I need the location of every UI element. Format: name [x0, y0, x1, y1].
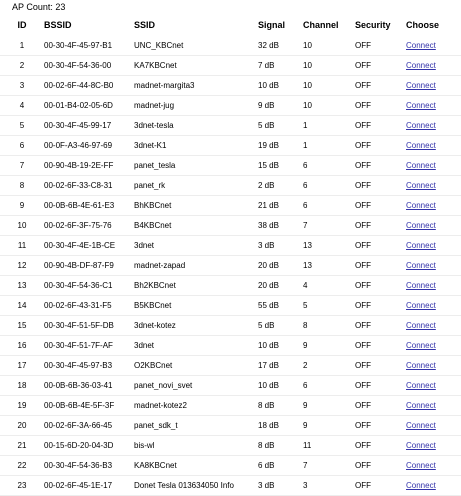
row-choose [406, 316, 461, 336]
row-id: 17 [17, 361, 27, 370]
row-id: 5 [19, 121, 25, 130]
connect-link[interactable]: Connect [406, 281, 436, 290]
row-ssid: madnet-zapad [134, 261, 186, 270]
row-bssid: 00-15-6D-20-04-3D [44, 441, 114, 450]
row-ssid: 3dnet-tesla [134, 121, 174, 130]
row-choose [406, 276, 461, 296]
row-id: 18 [17, 381, 27, 390]
row-bssid: 00-02-6F-3F-75-76 [44, 221, 112, 230]
row-id: 14 [17, 301, 27, 310]
connect-link[interactable]: Connect [406, 141, 436, 150]
row-choose [406, 76, 461, 96]
connect-link[interactable]: Connect [406, 221, 436, 230]
row-ssid: madnet-jug [134, 101, 175, 110]
row-signal: 19 dB [258, 141, 279, 150]
row-bssid: 00-0B-6B-4E-5F-3F [44, 401, 115, 410]
row-bssid: 00-0B-6B-4E-61-E3 [44, 201, 115, 210]
row-channel: 5 [303, 301, 308, 310]
row-channel: 6 [303, 181, 308, 190]
row-bssid: 00-30-4F-51-7F-AF [44, 341, 113, 350]
connect-link[interactable]: Connect [406, 321, 436, 330]
row-id: 9 [19, 201, 25, 210]
row-signal: 6 dB [258, 461, 275, 470]
row-channel: 3 [303, 481, 308, 490]
row-choose [406, 116, 461, 136]
access-point-rows [0, 36, 461, 496]
row-signal: 55 dB [258, 301, 279, 310]
column-header-choose: Choose [406, 20, 440, 30]
row-id: 11 [17, 241, 27, 250]
row-security: OFF [355, 161, 371, 170]
connect-link[interactable]: Connect [406, 261, 436, 270]
column-header-bssid: BSSID [44, 20, 72, 30]
row-bssid: 00-90-4B-DF-87-F9 [44, 261, 114, 270]
row-security: OFF [355, 101, 371, 110]
row-choose [406, 176, 461, 196]
row-security: OFF [355, 201, 371, 210]
row-ssid: BhKBCnet [134, 201, 172, 210]
row-id: 8 [19, 181, 25, 190]
row-channel: 6 [303, 381, 308, 390]
connect-link[interactable]: Connect [406, 341, 436, 350]
row-choose [406, 196, 461, 216]
row-choose [406, 336, 461, 356]
row-id: 4 [19, 101, 25, 110]
connect-link[interactable]: Connect [406, 61, 436, 70]
row-id: 13 [17, 281, 27, 290]
row-channel: 4 [303, 281, 308, 290]
row-channel: 10 [303, 61, 312, 70]
row-choose [406, 436, 461, 456]
table-header-row [0, 14, 461, 36]
row-id: 1 [19, 41, 25, 50]
row-security: OFF [355, 61, 371, 70]
row-ssid: panet_tesla [134, 161, 176, 170]
row-security: OFF [355, 481, 371, 490]
row-signal: 10 dB [258, 81, 279, 90]
row-ssid: 3dnet-K1 [134, 141, 167, 150]
row-bssid: 00-30-4F-4E-1B-CE [44, 241, 116, 250]
row-bssid: 00-0B-6B-36-03-41 [44, 381, 113, 390]
row-channel: 9 [303, 401, 308, 410]
row-choose [406, 416, 461, 436]
row-channel: 9 [303, 341, 308, 350]
table-row [0, 56, 461, 76]
connect-link[interactable]: Connect [406, 161, 436, 170]
row-choose [406, 396, 461, 416]
row-security: OFF [355, 341, 371, 350]
row-signal: 10 dB [258, 341, 279, 350]
row-ssid: 3dnet [134, 341, 155, 350]
connect-link[interactable]: Connect [406, 381, 436, 390]
row-id: 20 [17, 421, 27, 430]
row-bssid: 00-01-B4-02-05-6D [44, 101, 113, 110]
row-security: OFF [355, 281, 371, 290]
table-row [0, 336, 461, 356]
table-row [0, 396, 461, 416]
row-id: 22 [17, 461, 27, 470]
row-id: 21 [17, 441, 27, 450]
table-row [0, 196, 461, 216]
row-bssid: 00-30-4F-51-5F-DB [44, 321, 114, 330]
row-id: 10 [17, 221, 27, 230]
column-header-id: ID [17, 20, 27, 30]
row-signal: 8 dB [258, 401, 275, 410]
row-signal: 3 dB [258, 241, 275, 250]
table-row [0, 76, 461, 96]
connect-link[interactable]: Connect [406, 441, 436, 450]
row-id: 23 [17, 481, 27, 490]
row-signal: 17 dB [258, 361, 279, 370]
row-channel: 11 [303, 441, 312, 450]
access-point-table [0, 14, 461, 496]
row-security: OFF [355, 381, 371, 390]
row-security: OFF [355, 321, 371, 330]
table-row [0, 116, 461, 136]
table-row [0, 96, 461, 116]
connect-link[interactable]: Connect [406, 181, 436, 190]
row-bssid: 00-30-4F-54-36-B3 [44, 461, 113, 470]
connect-link[interactable]: Connect [406, 361, 436, 370]
row-id: 7 [19, 161, 25, 170]
row-bssid: 00-30-4F-45-97-B1 [44, 41, 113, 50]
row-bssid: 00-0F-A3-46-97-69 [44, 141, 113, 150]
ap-count-label: AP Count: 23 [12, 2, 66, 12]
row-signal: 20 dB [258, 261, 279, 270]
row-channel: 8 [303, 321, 308, 330]
row-ssid: Bh2KBCnet [134, 281, 176, 290]
row-signal: 10 dB [258, 381, 279, 390]
column-header-ssid: SSID [134, 20, 156, 30]
table-row [0, 276, 461, 296]
row-bssid: 00-02-6F-43-31-F5 [44, 301, 112, 310]
row-ssid: panet_rk [134, 181, 166, 190]
row-choose [406, 56, 461, 76]
connect-link[interactable]: Connect [406, 421, 436, 430]
row-security: OFF [355, 81, 371, 90]
row-channel: 7 [303, 461, 308, 470]
row-channel: 7 [303, 221, 308, 230]
row-ssid: O2KBCnet [134, 361, 173, 370]
row-choose [406, 236, 461, 256]
row-signal: 38 dB [258, 221, 279, 230]
row-id: 6 [19, 141, 25, 150]
table-row [0, 236, 461, 256]
column-header-channel: Channel [303, 20, 339, 30]
table-row [0, 316, 461, 336]
row-choose [406, 456, 461, 476]
row-ssid: B5KBCnet [134, 301, 172, 310]
row-ssid: panet_novi_svet [134, 381, 193, 390]
row-bssid: 00-30-4F-45-97-B3 [44, 361, 113, 370]
table-row [0, 376, 461, 396]
row-signal: 3 dB [258, 481, 275, 490]
row-signal: 7 dB [258, 61, 275, 70]
row-bssid: 00-90-4B-19-2E-FF [44, 161, 114, 170]
row-ssid: Donet Tesla 013634050 Info [134, 481, 234, 490]
row-channel: 1 [303, 121, 308, 130]
table-row [0, 416, 461, 436]
row-signal: 32 dB [258, 41, 279, 50]
row-bssid: 00-30-4F-54-36-00 [44, 61, 112, 70]
row-security: OFF [355, 301, 371, 310]
row-ssid: madnet-kotez2 [134, 401, 187, 410]
row-signal: 5 dB [258, 321, 275, 330]
row-choose [406, 96, 461, 116]
row-bssid: 00-02-6F-33-C8-31 [44, 181, 113, 190]
table-row [0, 456, 461, 476]
row-ssid: UNC_KBCnet [134, 41, 184, 50]
table-row [0, 156, 461, 176]
row-security: OFF [355, 241, 371, 250]
connect-link[interactable]: Connect [406, 301, 436, 310]
row-signal: 18 dB [258, 421, 279, 430]
row-ssid: KA8KBCnet [134, 461, 177, 470]
table-row [0, 256, 461, 276]
row-security: OFF [355, 441, 371, 450]
row-channel: 6 [303, 161, 308, 170]
connect-link[interactable]: Connect [406, 41, 436, 50]
row-bssid: 00-02-6F-44-8C-B0 [44, 81, 114, 90]
row-security: OFF [355, 401, 371, 410]
row-choose [406, 476, 461, 496]
column-header-signal: Signal [258, 20, 286, 30]
row-signal: 5 dB [258, 121, 275, 130]
row-signal: 21 dB [258, 201, 279, 210]
row-channel: 10 [303, 101, 312, 110]
row-ssid: madnet-margita3 [134, 81, 195, 90]
connect-link[interactable]: Connect [406, 461, 436, 470]
row-signal: 9 dB [258, 101, 275, 110]
row-choose [406, 136, 461, 156]
row-bssid: 00-02-6F-45-1E-17 [44, 481, 113, 490]
column-header-security: Security [355, 20, 391, 30]
row-security: OFF [355, 41, 371, 50]
table-row [0, 436, 461, 456]
row-channel: 10 [303, 41, 312, 50]
row-channel: 13 [303, 261, 312, 270]
row-security: OFF [355, 361, 371, 370]
row-security: OFF [355, 141, 371, 150]
connect-link[interactable]: Connect [406, 121, 436, 130]
table-row [0, 296, 461, 316]
table-row [0, 476, 461, 496]
row-ssid: B4KBCnet [134, 221, 172, 230]
row-id: 12 [17, 261, 27, 270]
table-row [0, 356, 461, 376]
row-ssid: bis-wl [134, 441, 155, 450]
row-signal: 8 dB [258, 441, 275, 450]
connect-link[interactable]: Connect [406, 201, 436, 210]
row-choose [406, 256, 461, 276]
row-channel: 13 [303, 241, 312, 250]
row-security: OFF [355, 421, 371, 430]
row-security: OFF [355, 221, 371, 230]
row-signal: 20 dB [258, 281, 279, 290]
row-id: 15 [17, 321, 27, 330]
row-choose [406, 216, 461, 236]
row-channel: 6 [303, 201, 308, 210]
row-id: 2 [19, 61, 25, 70]
row-ssid: panet_sdk_t [134, 421, 178, 430]
row-channel: 2 [303, 361, 308, 370]
table-row [0, 36, 461, 56]
row-ssid: 3dnet [134, 241, 155, 250]
connect-link[interactable]: Connect [406, 241, 436, 250]
row-id: 16 [17, 341, 27, 350]
row-bssid: 00-30-4F-45-99-17 [44, 121, 112, 130]
row-choose [406, 356, 461, 376]
row-signal: 2 dB [258, 181, 275, 190]
table-row [0, 216, 461, 236]
row-signal: 15 dB [258, 161, 279, 170]
row-bssid: 00-30-4F-54-36-C1 [44, 281, 113, 290]
row-channel: 1 [303, 141, 308, 150]
row-security: OFF [355, 461, 371, 470]
connect-link[interactable]: Connect [406, 81, 436, 90]
row-id: 19 [17, 401, 27, 410]
row-channel: 10 [303, 81, 312, 90]
row-channel: 9 [303, 421, 308, 430]
connect-link[interactable]: Connect [406, 101, 436, 110]
table-row [0, 176, 461, 196]
row-bssid: 00-02-6F-3A-66-45 [44, 421, 113, 430]
row-choose [406, 376, 461, 396]
row-id: 3 [19, 81, 25, 90]
row-security: OFF [355, 181, 371, 190]
table-row [0, 136, 461, 156]
row-security: OFF [355, 261, 371, 270]
row-choose [406, 296, 461, 316]
row-choose [406, 36, 461, 56]
connect-link[interactable]: Connect [406, 481, 436, 490]
row-choose [406, 156, 461, 176]
row-ssid: 3dnet-kotez [134, 321, 176, 330]
row-ssid: KA7KBCnet [134, 61, 177, 70]
row-security: OFF [355, 121, 371, 130]
connect-link[interactable]: Connect [406, 401, 436, 410]
